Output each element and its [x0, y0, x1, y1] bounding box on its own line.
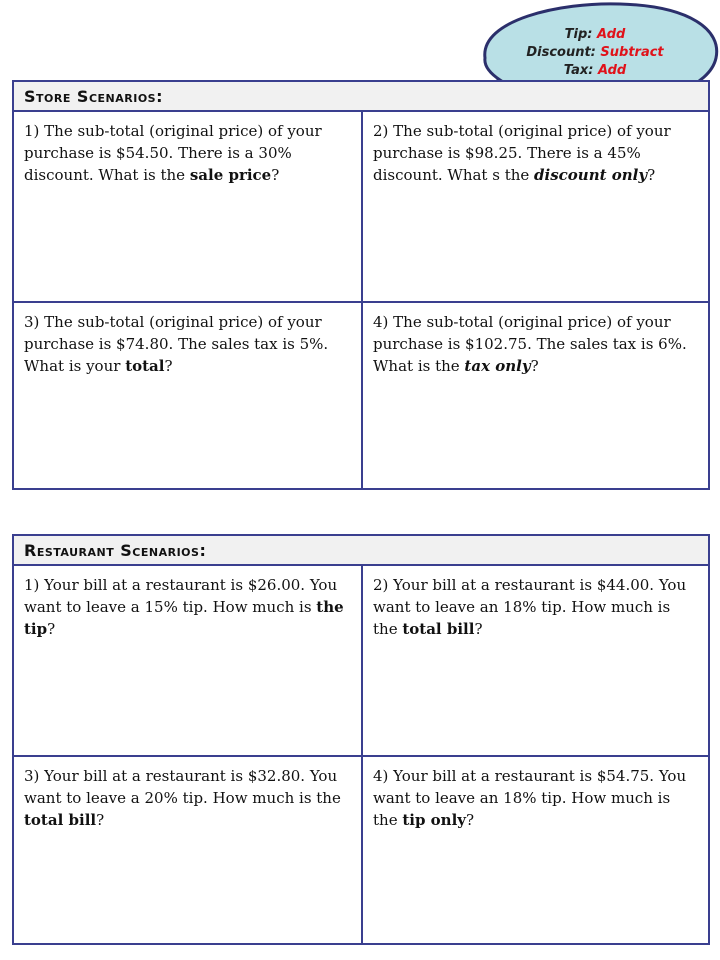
- restaurant-scenarios-heading: Restaurant Scenarios:: [14, 536, 708, 566]
- tip-line-tax: Tax: Add: [563, 63, 627, 78]
- store-scenarios-table: [12, 80, 710, 490]
- table-row: [14, 566, 708, 755]
- restaurant-question-1: 1) Your bill at a restaurant is $26.00. You want to leave a 15% tip. How much is the tip?: [24, 576, 344, 638]
- store-question-3: 3) The sub-total (original price) of your purchase is $74.80. The sales tax is 5%. What is your total?: [24, 313, 329, 375]
- restaurant-question-3: 3) Your bill at a restaurant is $32.80. You want to leave a 20% tip. How much is the total bill?: [24, 767, 341, 829]
- restaurant-question-4: 4) Your bill at a restaurant is $54.75. You want to leave an 18% tip. How much is the tip only?: [361, 757, 708, 944]
- table-row: [14, 755, 708, 944]
- restaurant-scenarios-table: [12, 534, 710, 945]
- table-row: [14, 301, 708, 490]
- tip-bubble-text: [505, 26, 685, 80]
- store-scenarios-heading: Store Scenarios:: [14, 82, 708, 112]
- tip-line-tip: Tip: Add: [564, 27, 626, 42]
- store-question-1: 1) The sub-total (original price) of your purchase is $54.50. There is a 30% discount. What is the sale price?: [24, 122, 322, 184]
- store-question-2: 2) The sub-total (original price) of your purchase is $98.25. There is a 45% discount. What s the discount only?: [361, 112, 708, 301]
- restaurant-question-2: 2) Your bill at a restaurant is $44.00. You want to leave an 18% tip. How much is the total bill?: [361, 566, 708, 755]
- table-row: [14, 112, 708, 301]
- store-question-4: 4) The sub-total (original price) of your purchase is $102.75. The sales tax is 6%. What is the tax only?: [361, 303, 708, 490]
- tip-line-discount: Discount: Subtract: [526, 45, 664, 60]
